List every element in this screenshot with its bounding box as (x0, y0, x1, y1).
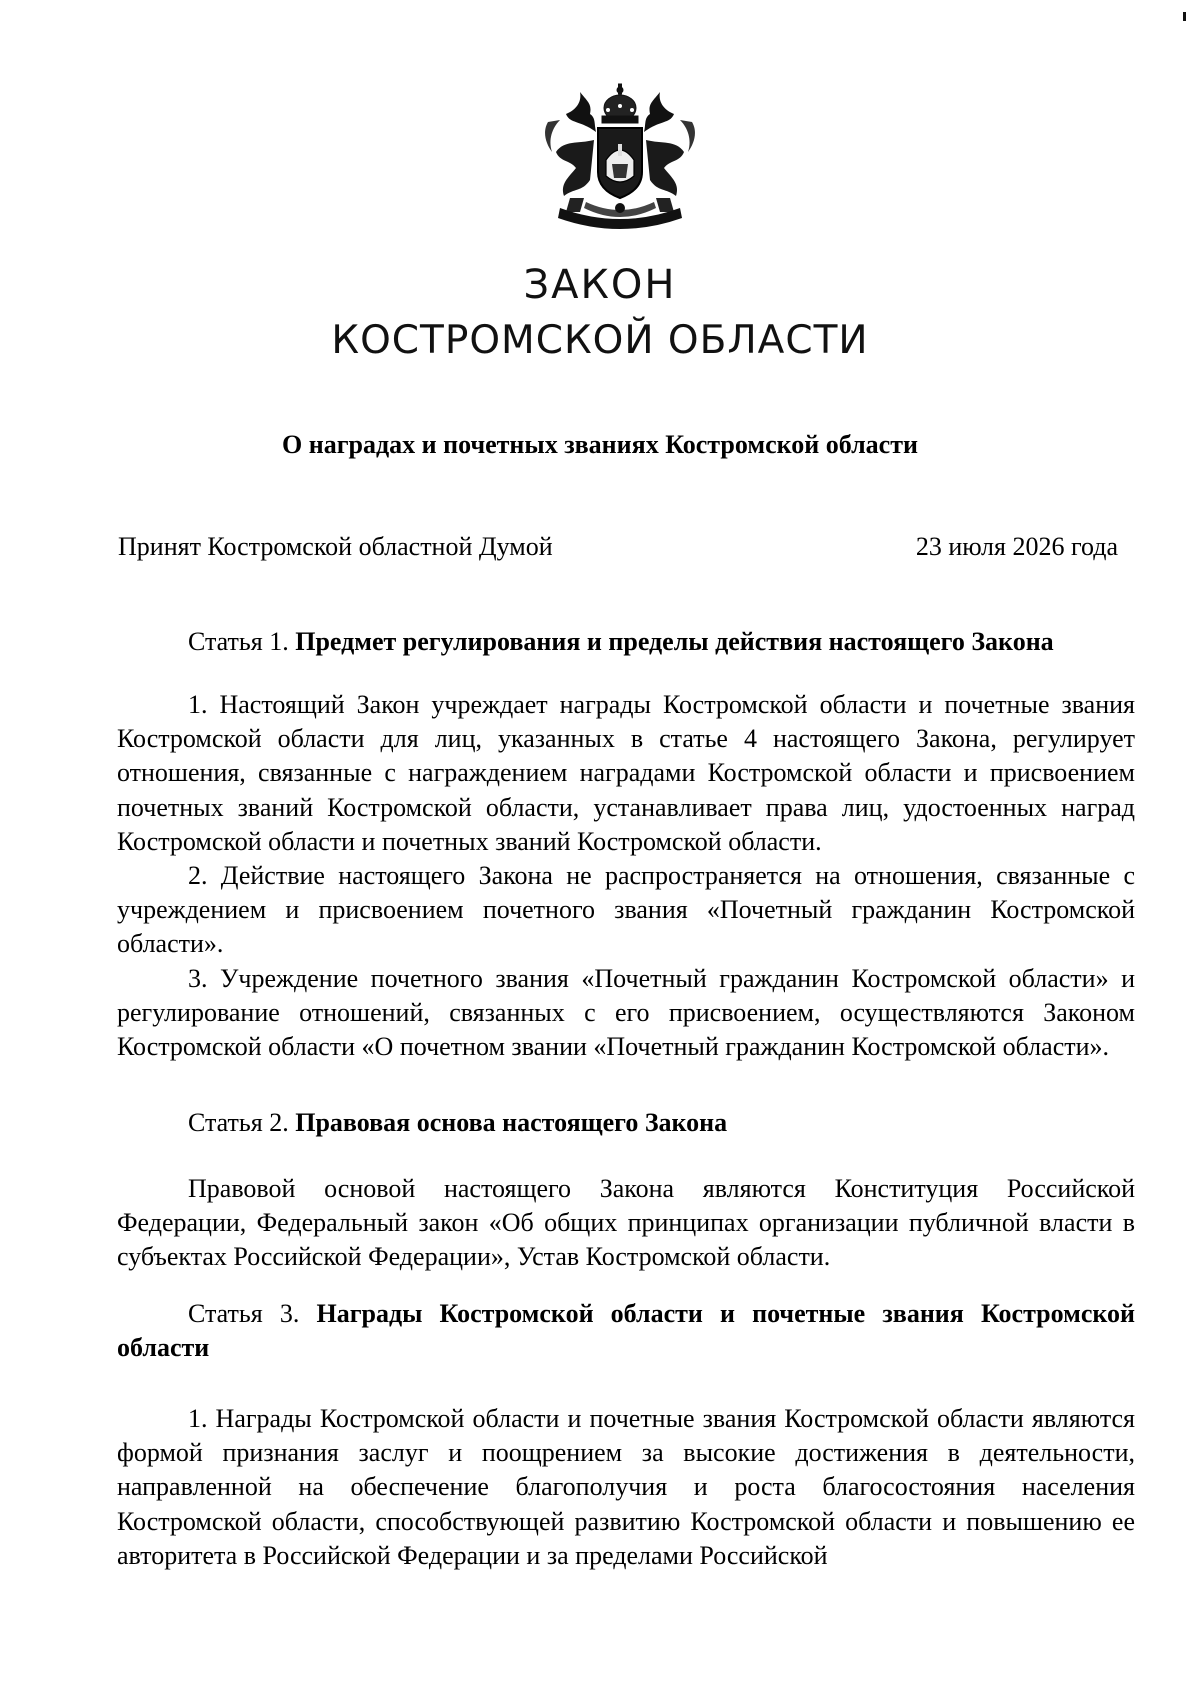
article-3-heading (117, 1297, 1135, 1365)
article-3-paragraph-1: 1. Награды Костромской области и почетные звания Костромской области являются формой признания заслуг и поощрением за высокие достижения в деятельности, направленной на обеспечение благополучия и роста благосостояния населения Костромской области, способствующей развитию Костромской области и повышению ее авторитета в Российской Федерации и за пределами Российской (117, 1404, 1135, 1570)
article-3-title: Награды Костромской области и почетные звания Костромской области (117, 1299, 1135, 1363)
article-2-prefix: Статья 2. (188, 1108, 289, 1137)
adopted-by-text: Принят Костромской областной Думой (118, 532, 553, 561)
scan-corner-mark (1183, 12, 1186, 21)
article-2-body (117, 1172, 1135, 1275)
article-2-paragraph-1: Правовой основой настоящего Закона являются Конституция Российской Федерации, Федеральный закон «Об общих принципах организации публичной власти в субъектах Российской Федерации», Устав Костромской области. (117, 1174, 1135, 1272)
article-1-title: Предмет регулирования и пределы действия настоящего Закона (295, 627, 1054, 656)
article-1-paragraph-2: 2. Действие настоящего Закона не распространяется на отношения, связанные с учреждением и присвоением почетного звания «Почетный гражданин Костромской области». (117, 861, 1135, 959)
adoption-date: 23 июля 2026 года (915, 532, 1118, 561)
region-heading: КОСТРОМСКОЙ ОБЛАСТИ (331, 318, 869, 363)
article-3-prefix: Статья 3. (188, 1299, 300, 1328)
article-1-paragraph-3: 3. Учреждение почетного звания «Почетный гражданин Костромской области» и регулирование отношений, связанных с его присвоением, осуществляются Законом Костромской области «О почетном звании «Почетный гражданин Костромской области». (117, 963, 1135, 1062)
article-1-prefix: Статья 1. (188, 627, 289, 656)
law-subject-title: О наградах и почетных званиях Костромской области (282, 430, 918, 459)
article-1-heading (117, 625, 1135, 659)
article-3-body (117, 1402, 1135, 1573)
article-2-heading (117, 1106, 1135, 1140)
kostroma-coat-of-arms-emblem (530, 80, 710, 240)
article-1-paragraph-1: 1. Настоящий Закон учреждает награды Костромской области и почетные звания Костромской области для лиц, указанных в статье 4 настоящего Закона, регулирует отношения, связанные с награждением наградами Костромской области и присвоением почетных званий Костромской области, устанавливает права лиц, удостоенных наград Костромской области и почетных званий Костромской области. (117, 690, 1135, 856)
article-1-body (117, 688, 1135, 1064)
article-2-title: Правовая основа настоящего Закона (295, 1108, 728, 1137)
law-heading: ЗАКОН (523, 262, 677, 308)
